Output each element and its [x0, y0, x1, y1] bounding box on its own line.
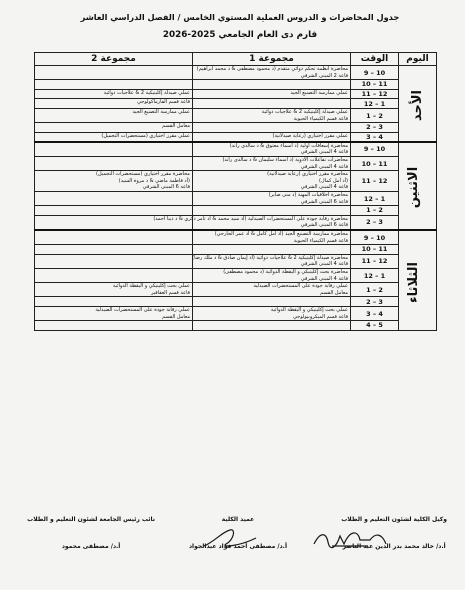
cell-line: (أد أمل كمال)	[319, 177, 348, 184]
table-row	[35, 132, 437, 142]
group2-cell	[35, 123, 193, 133]
table-row	[35, 108, 437, 122]
time-slot: 2 – 3	[351, 215, 399, 230]
table-row	[35, 268, 437, 282]
university-vp-signature-block	[27, 516, 155, 550]
schedule-table	[34, 52, 437, 331]
time-slot: 11 – 12	[351, 89, 399, 99]
cell-line: محاضرة أنظمة تحكم دوائي متقدم (د محمود مصطفى & د محمد ابراهيم)	[196, 66, 348, 72]
cell-line: عملي ممارسة التصنيع الجيد	[290, 89, 348, 96]
table-row	[35, 283, 437, 297]
cell-line: قاعة 4 المبنى الشرقي	[300, 184, 348, 191]
cell-line: عملي رقابة جودة على المستحضرات الصيدلية	[95, 306, 190, 313]
group2-cell	[35, 108, 193, 122]
cell-line: محاضرة أخلاقيات المهنة (د منى صابر)	[268, 192, 348, 198]
schedule-body	[35, 66, 437, 331]
dean-signature	[200, 524, 260, 552]
signature-footer	[0, 516, 465, 590]
academic-year-subtitle: فارم دى العام الجامعي 2025-2026	[162, 30, 318, 40]
time-slot: 12 – 1	[351, 99, 399, 109]
cell-line: محاضرة مقرر اختياري (مستحضرات التجميل)	[96, 171, 190, 178]
time-slot: 2 – 3	[351, 297, 399, 307]
cell-line: عملي صيدلة إكلينيكية 2 & علاجيات دوائية	[261, 108, 348, 115]
group1-cell	[193, 245, 351, 255]
cell-line: قاعة 6 المبنى الشرقي	[142, 184, 190, 191]
group2-column-header: مجموعة 2	[35, 53, 193, 66]
time-slot: 4 – 5	[351, 321, 399, 331]
cell-line: قاعة 6 المبنى الشرقي	[300, 198, 348, 205]
table-row	[35, 321, 437, 331]
group1-column-header: مجموعة 1	[193, 53, 351, 66]
group2-cell	[35, 142, 193, 157]
cell-line: قاعة 4 المبنى الشرقي	[300, 163, 348, 170]
cell-line: قاعة قسم الفارماكولوجي	[137, 99, 190, 106]
group2-cell	[35, 89, 193, 99]
time-slot: 3 – 4	[351, 306, 399, 320]
group2-cell	[35, 192, 193, 206]
group1-cell	[193, 306, 351, 320]
cell-line: عملي بحث إكلينيكي و اليقظة الدوائية	[270, 306, 348, 313]
table-row	[35, 99, 437, 109]
cell-line: عملي مقرر اختياري (رعاية صيدلانية)	[272, 132, 348, 139]
time-slot: 1 – 2	[351, 283, 399, 297]
time-slot: 10 – 11	[351, 245, 399, 255]
cell-line: قاعة قسم العقاقير	[151, 289, 190, 296]
group2-cell	[35, 171, 193, 192]
table-row	[35, 230, 437, 245]
group2-cell	[35, 230, 193, 245]
time-slot: 9 – 10	[351, 230, 399, 245]
group1-cell	[193, 123, 351, 133]
day-cell	[399, 66, 437, 142]
group1-cell	[193, 206, 351, 216]
group2-cell	[35, 80, 193, 90]
cell-line: قاعة 4 المبنى الشرقي	[300, 261, 348, 268]
schedule-title: جدول المحاضرات و الدروس العملية المستوي الخامس / الفصل الدراسي العاشر	[80, 12, 400, 22]
table-row	[35, 171, 437, 192]
vice-dean-signature	[310, 526, 390, 552]
group1-cell	[193, 192, 351, 206]
group1-cell	[193, 132, 351, 142]
time-slot: 11 – 12	[351, 254, 399, 268]
cell-line: قاعة 4 المبنى الشرقي	[300, 149, 348, 156]
time-slot: 1 – 2	[351, 108, 399, 122]
table-row	[35, 245, 437, 255]
table-row	[35, 80, 437, 90]
group2-cell	[35, 99, 193, 109]
group2-cell	[35, 206, 193, 216]
group2-cell	[35, 306, 193, 320]
time-slot: 9 – 10	[351, 142, 399, 157]
cell-line: محاضرة ممارسة التصنيع الجيد (أد أمل كامل & أد عمر الجارحي)	[214, 230, 348, 237]
cell-line: (أد فاطمة ماضي & د مروة السيد)	[118, 177, 190, 184]
cell-line: معامل القسم	[162, 123, 190, 130]
cell-line: عملي بحث إكلينيكي و اليقظة الدوائية	[112, 283, 190, 290]
group2-cell	[35, 157, 193, 171]
time-slot: 11 – 12	[351, 171, 399, 192]
group1-cell	[193, 283, 351, 297]
table-row	[35, 157, 437, 171]
table-row	[35, 206, 437, 216]
time-column-header: الوقت	[351, 53, 399, 66]
group2-cell	[35, 66, 193, 80]
cell-line: محاضرة صيدلة إكلينيكية 2 & علاجيات دوائية (أد إيمان صادق & د ملك رضا)	[192, 254, 348, 261]
table-row	[35, 306, 437, 320]
table-row	[35, 192, 437, 206]
table-row	[35, 215, 437, 230]
table-row	[35, 89, 437, 99]
group1-cell	[193, 89, 351, 99]
time-slot: 12 – 1	[351, 268, 399, 282]
cell-line: محاضرة مقرر اختياري (رعاية صيدلانية)	[267, 171, 348, 178]
group1-cell	[193, 80, 351, 90]
group2-cell	[35, 297, 193, 307]
group1-cell	[193, 108, 351, 122]
group2-cell	[35, 268, 193, 282]
time-slot: 10 – 11	[351, 80, 399, 90]
group1-cell	[193, 142, 351, 157]
signatory-role: نائب رئيس الجامعة لشئون التعليم و الطلاب	[27, 516, 155, 523]
time-slot: 1 – 2	[351, 206, 399, 216]
signatory-name: أ.د/ خالد محمد بدر الدين عبد الناصر	[342, 543, 446, 550]
cell-line: قاعة قسم الكيمياء الحيوية	[293, 115, 348, 122]
group1-cell	[193, 66, 351, 80]
day-cell	[399, 142, 437, 230]
group1-cell	[153, 215, 351, 230]
time-slot: 12 – 1	[351, 192, 399, 206]
group2-cell	[35, 321, 193, 331]
cell-line: معامل القسم	[162, 313, 190, 320]
time-slot: 2 – 3	[351, 123, 399, 133]
day-cell	[399, 230, 437, 330]
signatory-role: عميد الكلية	[221, 516, 255, 523]
day-label: الثلاثاء	[406, 261, 422, 303]
group2-cell	[35, 254, 193, 268]
group1-cell	[193, 230, 351, 245]
table-row	[35, 297, 437, 307]
cell-line: محاضرة بحث إكلينيكي و اليقظة الدوائية (د محمود مصطفى)	[223, 268, 348, 275]
cell-line: قاعة 6 المبنى الشرقي	[300, 222, 348, 229]
table-row	[35, 142, 437, 157]
group1-cell	[193, 99, 351, 109]
cell-line: قاعة قسم الميكروبيولوجي	[292, 313, 348, 320]
cell-line: محاضرات تفاعلات الأدوية (د أسماء سليمان & د سالدى راند)	[222, 157, 348, 164]
cell-line: قاعة قسم الكيمياء الحيوية	[293, 237, 348, 244]
cell-line: عملي صيدلة إكلينيكية 2 & علاجيات دوائية	[103, 89, 190, 96]
cell-line: عملي ممارسة التصنيع الجيد	[132, 108, 190, 115]
cell-line: عملي مقرر اختياري (مستحضرات التجميل)	[101, 132, 190, 139]
cell-line: محاضرة إسعافات أولية (د أسماء معتوق & د سالدى راند)	[229, 142, 348, 149]
signatory-name: أ.د/ مصطفى أحمد فؤاد عبدالجواد	[188, 543, 287, 550]
time-slot: 10 – 11	[351, 157, 399, 171]
group1-cell	[193, 321, 351, 331]
group2-cell	[35, 132, 193, 142]
cell-line: محاضرة رقابة جودة على المستحضرات الصيدلية (أد سيد محمد & أد تامر ذكري & د دينا أحمد)	[153, 215, 348, 222]
group1-cell	[193, 171, 351, 192]
table-row	[35, 254, 437, 268]
group2-cell	[35, 245, 193, 255]
cell-line: قاعة 4 المبنى الشرقي	[300, 275, 348, 282]
signatory-name: أ.د/ مصطفى محمود	[61, 543, 121, 550]
table-header-row	[35, 53, 437, 66]
cell-line: معامل القسم	[320, 289, 348, 296]
table-row	[35, 66, 437, 80]
group1-cell	[193, 254, 351, 268]
cell-line: قاعة 2 المبنى الشرقي	[300, 72, 348, 79]
group1-cell	[193, 268, 351, 282]
time-slot: 3 – 4	[351, 132, 399, 142]
cell-line: عملي رقابة جودة على المستحضرات الصيدلية	[253, 283, 348, 290]
table-row	[35, 123, 437, 133]
day-label: الاثنين	[405, 167, 421, 209]
group1-cell	[193, 157, 351, 171]
day-column-header: اليوم	[399, 53, 437, 66]
group1-cell	[193, 297, 351, 307]
time-slot: 9 – 10	[351, 66, 399, 80]
day-label: الأحد	[409, 89, 425, 121]
group2-cell	[35, 283, 193, 297]
signatory-role: وكيل الكلية لشئون التعليم و الطلاب	[341, 516, 447, 523]
